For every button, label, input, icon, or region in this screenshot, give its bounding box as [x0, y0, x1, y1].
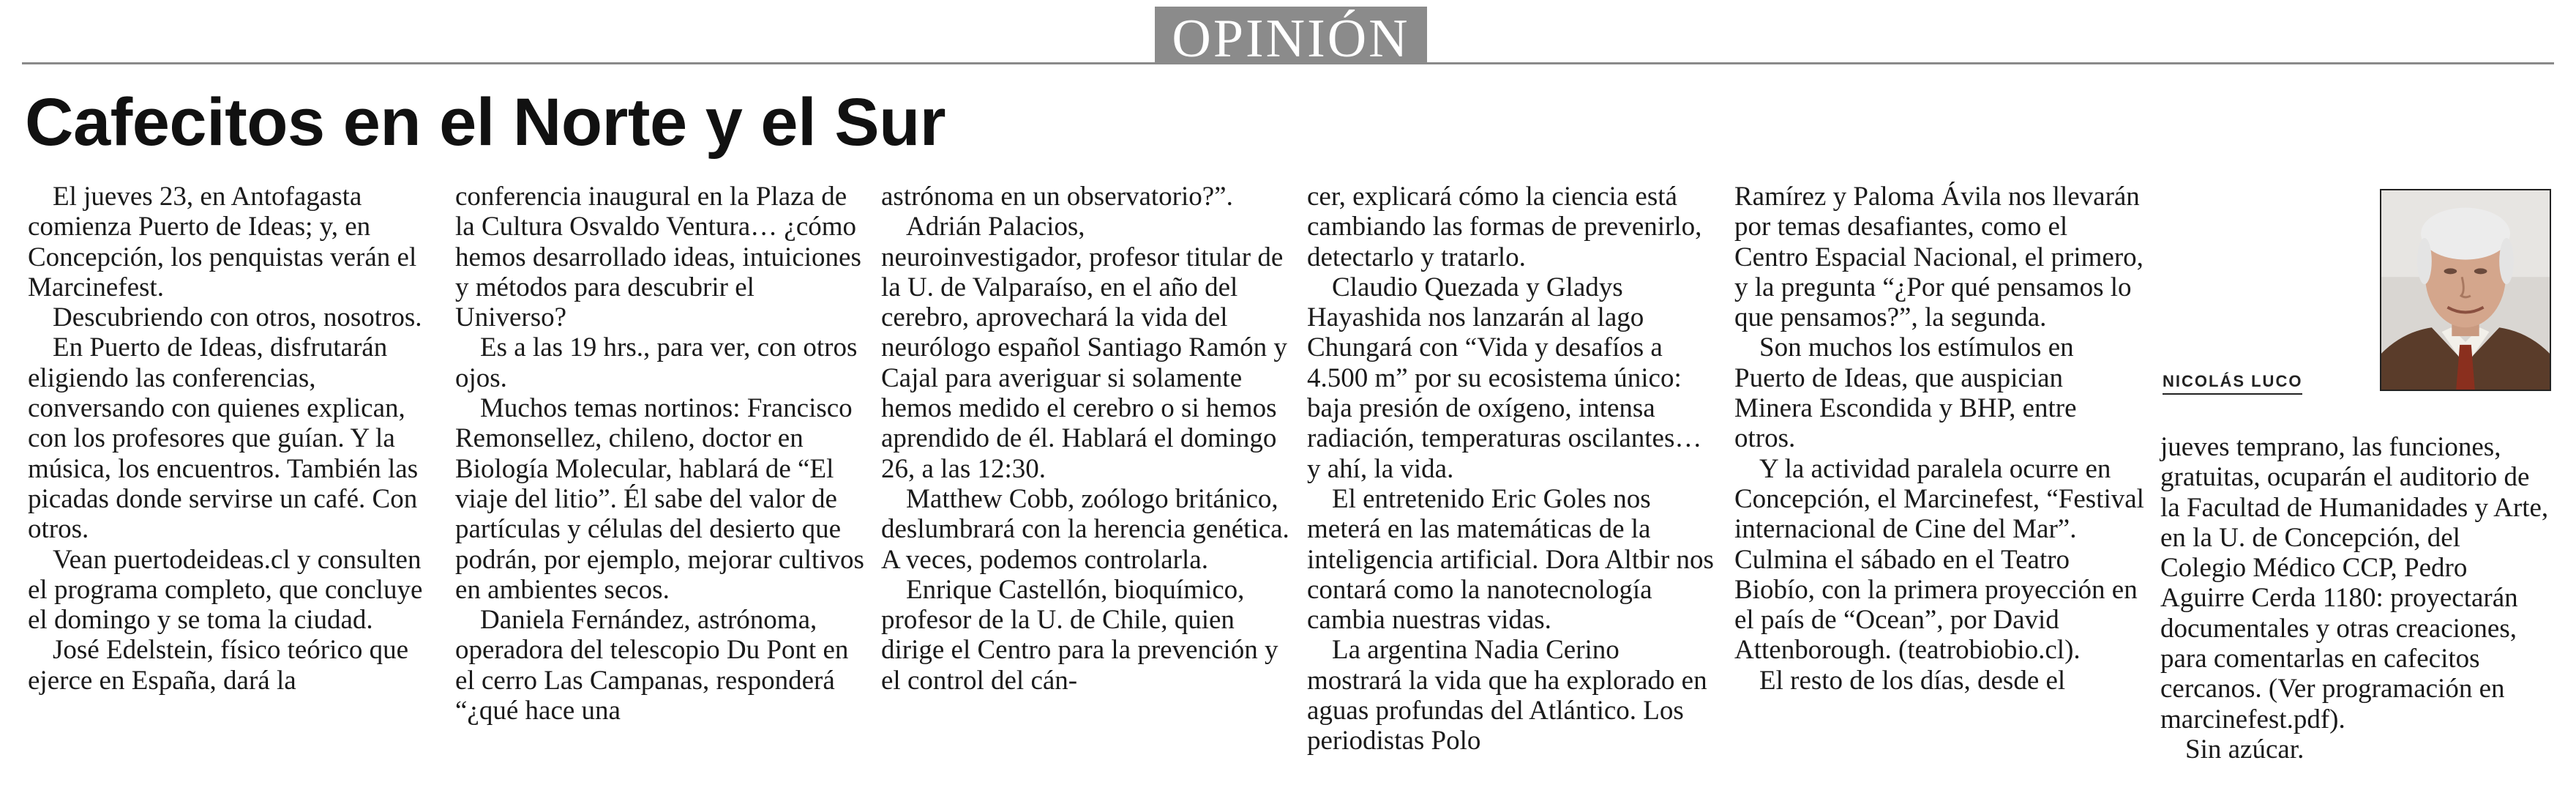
article-paragraph: La argentina Nadia Cerino mostrará la vida que ha explorado en aguas profundas del Atlántico. Los periodistas Polo	[1307, 635, 1707, 756]
article-paragraph: cer, explicará cómo la ciencia está cambiando las formas de prevenirlo, detectarlo y tratarlo.	[1307, 182, 1702, 272]
article-paragraph: Descubriendo con otros, nosotros.	[53, 302, 422, 333]
headline: Cafecitos en el Norte y el Sur	[25, 85, 946, 160]
article-paragraph: Matthew Cobb, zoólogo británico, deslumbrará con la herencia genética. A veces, podemos controlarla.	[881, 483, 1289, 575]
column-3	[881, 182, 1291, 696]
article-paragraph: José Edelstein, físico teórico que ejerce en España, dará la	[28, 635, 409, 696]
section-label: OPINIÓN	[1155, 7, 1427, 62]
article-paragraph: El jueves 23, en Antofagasta comienza Puerto de Ideas; y, en Concepción, los penquistas verán el Marcinefest.	[28, 182, 417, 302]
article-paragraph: jueves temprano, las funciones, gratuitas, ocuparán el auditorio de la Facultad de Humanidades y Arte, en la U. de Concepción, del Colegio Médico CCP, Pedro Aguirre Cerda 1180: proyectarán documentales y otras creaciones, para comentarlas en cafecitos cercanos. (Ver programación en marcinefest.pdf).	[2160, 432, 2549, 734]
article-paragraph: En Puerto de Ideas, disfrutarán eligiendo las conferencias, conversando con quienes explican, con los profesores que guían. Y la música, los encuentros. También las picadas donde servirse un café. Con otros.	[28, 332, 419, 545]
column-6	[2160, 432, 2552, 764]
article-paragraph: Claudio Quezada y Gladys Hayashida nos lanzarán al lago Chungará con “Vida y desafíos a 4.500 m” por su ecosistema único: baja presión de oxígeno, intensa radiación, temperaturas oscilantes… y ahí, la vida.	[1307, 272, 1702, 484]
top-rule	[22, 62, 2554, 64]
article-paragraph: El entretenido Eric Goles nos meterá en las matemáticas de la inteligencia artificial. Dora Altbir nos contará como la nanotecnología cambia nuestras vidas.	[1307, 483, 1714, 636]
column-5	[1734, 182, 2144, 696]
column-4	[1307, 182, 1717, 756]
column-1	[28, 182, 438, 696]
article-paragraph: Daniela Fernández, astrónoma, operadora del telescopio Du Pont en el cerro Las Campanas, responderá “¿qué hace una	[455, 605, 849, 726]
article-paragraph: Ramírez y Paloma Ávila nos llevarán por temas desafiantes, como el Centro Espacial Nacional, el primero, y la pregunta “¿Por qué pensamos lo que pensamos?”, la segunda.	[1734, 182, 2143, 333]
article-paragraph: Muchos temas nortinos: Francisco Remonsellez, chileno, doctor en Biología Molecular, hablará de “El viaje del litio”. Él sabe del valor de partículas y células del desierto que podrán, por ejemplo, mejorar cultivos en ambientes secos.	[455, 393, 864, 605]
article-paragraph: Enrique Castellón, bioquímico, profesor de la U. de Chile, quien dirige el Centro para la prevención y el control del cán-	[881, 574, 1278, 696]
article-paragraph: Adrián Palacios, neuroinvestigador, profesor titular de la U. de Valparaíso, en el año del cerebro, aprovechará la vida del neurólogo español Santiago Ramón y Cajal para averiguar si solamente hemos medido el cerebro o si hemos aprendido de él. Hablará el domingo 26, a las 12:30.	[881, 212, 1287, 484]
article-paragraph: Vean puertodeideas.cl y consulten el programa completo, que concluye el domingo y se toma la ciudad.	[28, 544, 423, 636]
author-photo	[2380, 189, 2551, 391]
article-paragraph: Son muchos los estímulos en Puerto de Ideas, que auspician Minera Escondida y BHP, entre otros.	[1734, 332, 2077, 454]
article-paragraph: Sin azúcar.	[2185, 734, 2304, 764]
article-paragraph: Es a las 19 hrs., para ver, con otros ojos.	[455, 332, 858, 393]
article-paragraph: Y la actividad paralela ocurre en Concepción, el Marcinefest, “Festival internacional de Cine del Mar”. Culmina el sábado en el Teatro Biobío, con la primera proyección en el país de “Ocean”, por David Attenborough. (teatrobiobio.cl).	[1734, 453, 2144, 666]
column-2	[455, 182, 865, 726]
author-byline: NICOLÁS LUCO	[2163, 372, 2302, 395]
article-paragraph: El resto de los días, desde el	[1759, 665, 2066, 696]
article-paragraph: conferencia inaugural en la Plaza de la Cultura Osvaldo Ventura… ¿cómo hemos desarrollado ideas, intuiciones y métodos para descubrir el Universo?	[455, 182, 861, 333]
article-paragraph: astrónoma en un observatorio?”.	[881, 182, 1233, 212]
